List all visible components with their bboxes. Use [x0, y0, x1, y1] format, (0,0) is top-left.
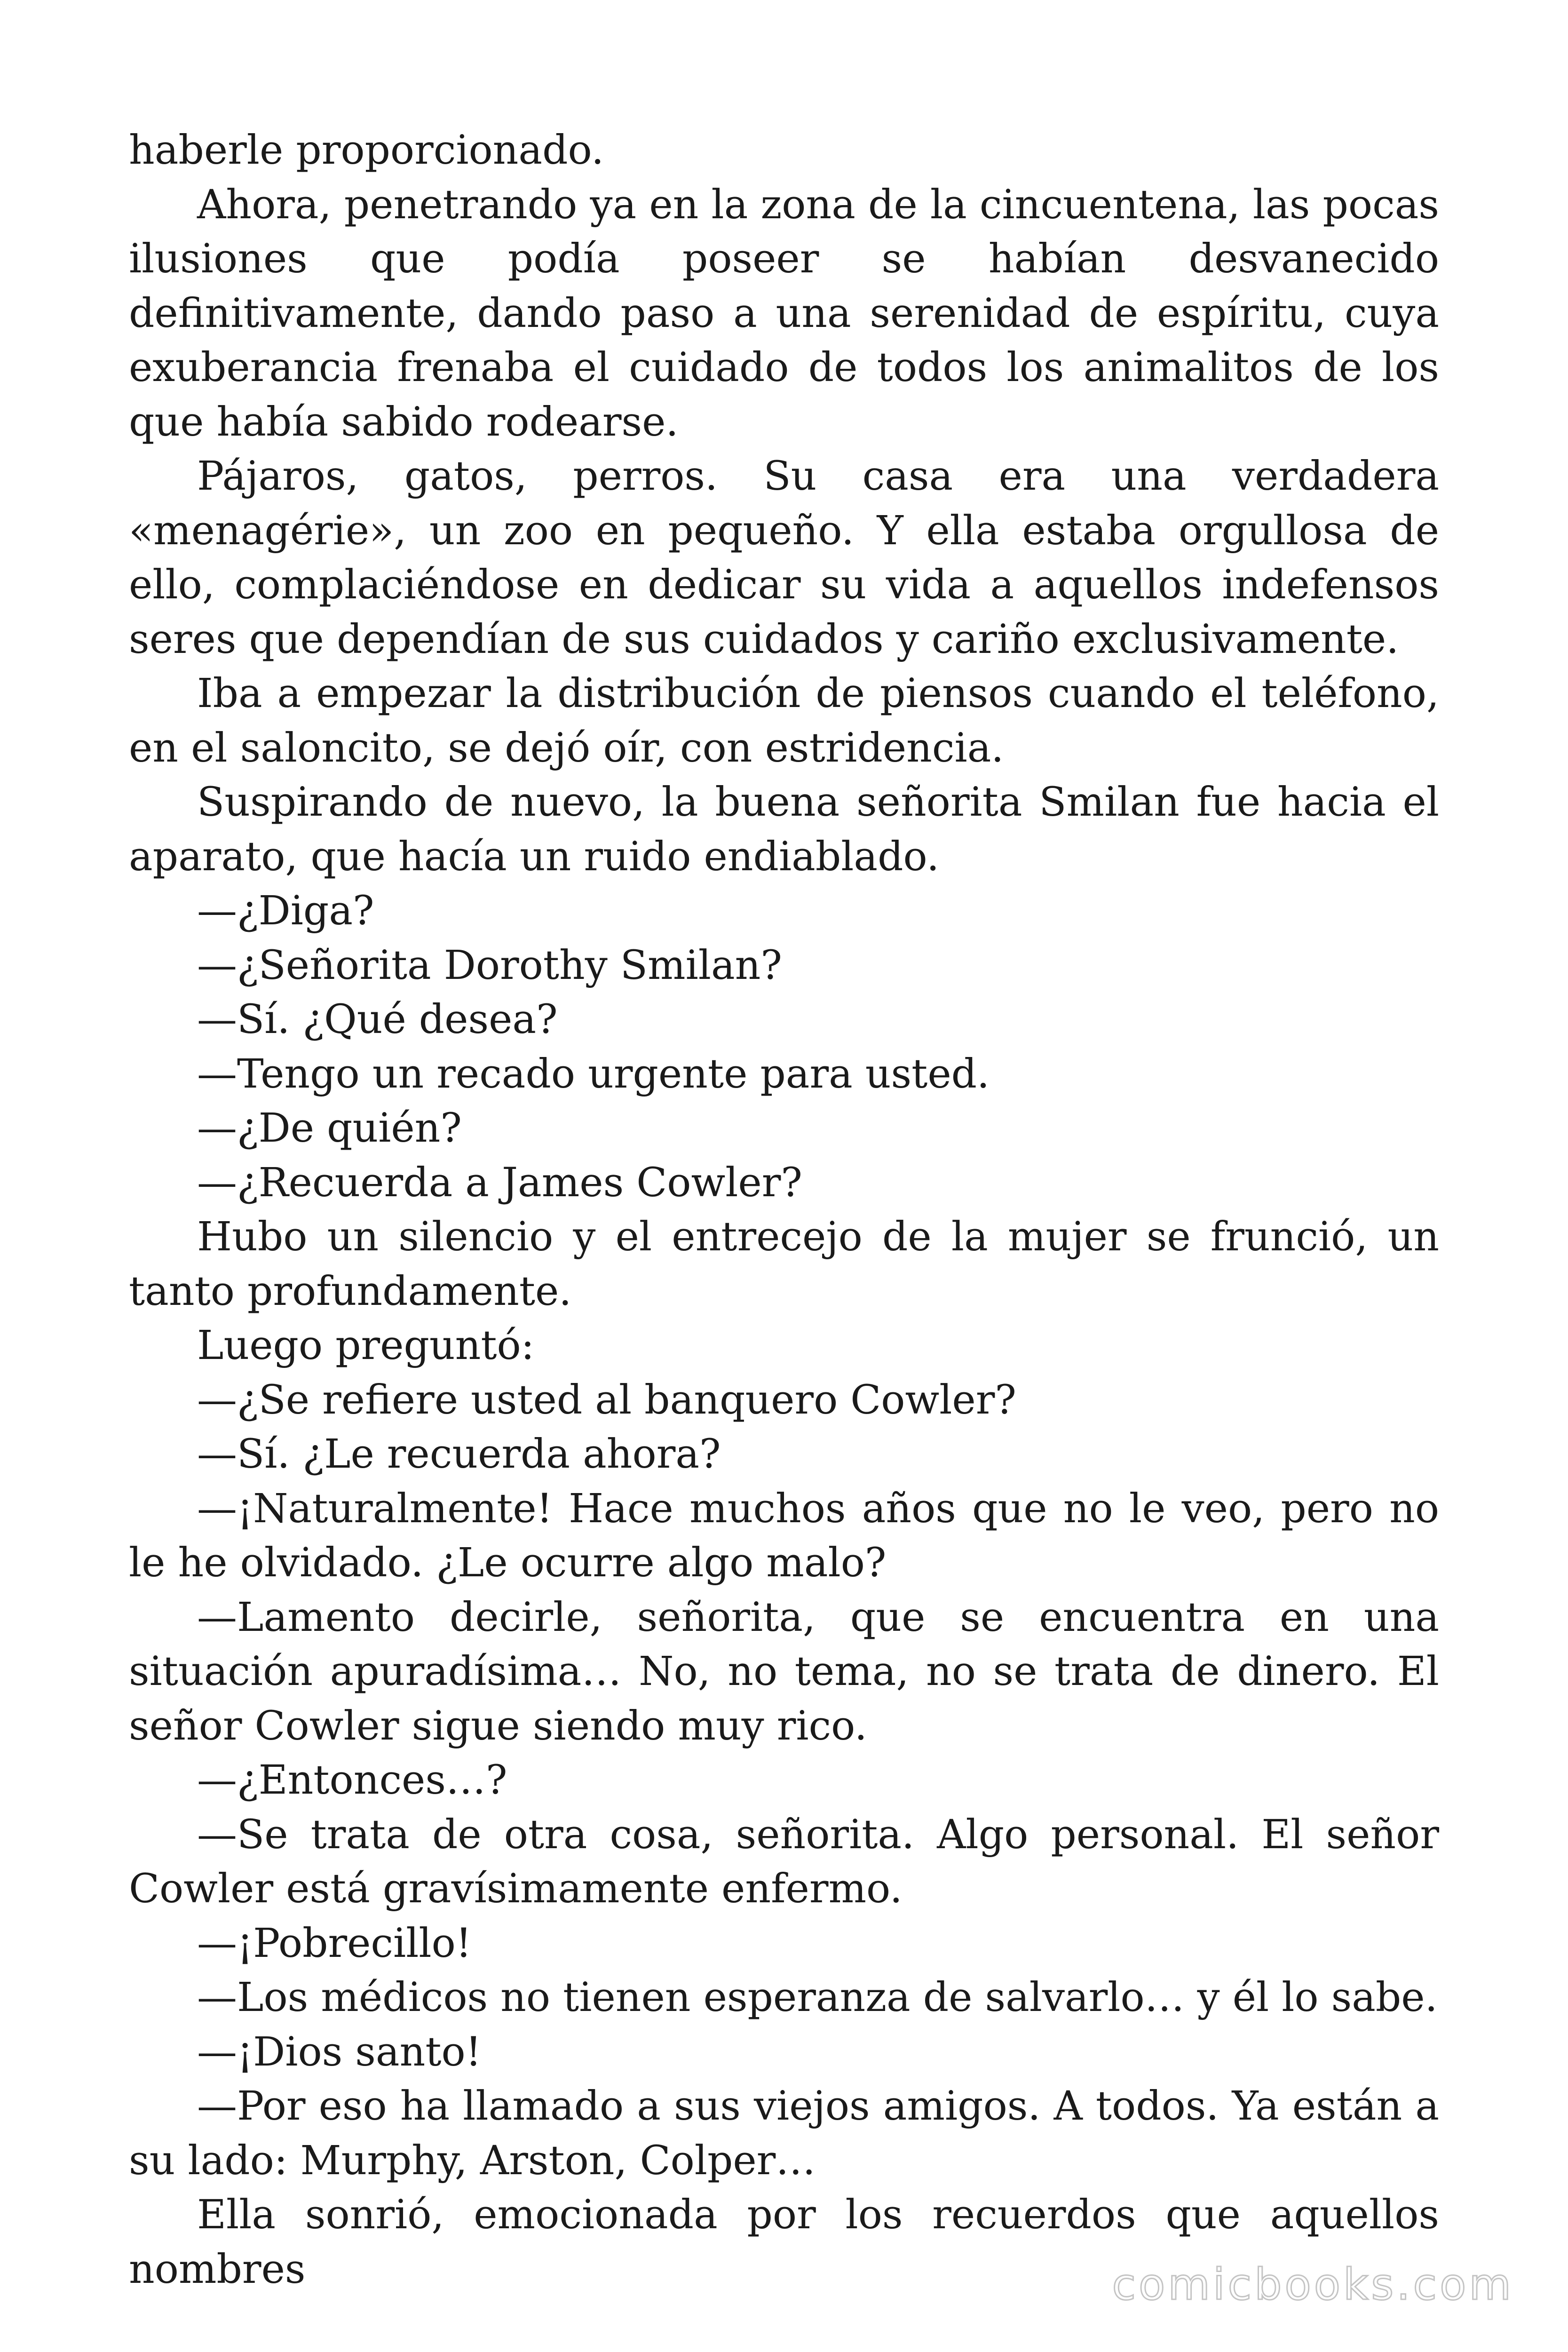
page-body — [129, 123, 1439, 2296]
paragraph: —¡Naturalmente! Hace muchos años que no le veo, pero no le he olvidado. ¿Le ocurre algo malo? — [129, 1485, 1439, 1586]
paragraph: —¿Entonces…? — [197, 1757, 507, 1804]
paragraph: —Se trata de otra cosa, señorita. Algo personal. El señor Cowler está gravísimamente enfermo. — [129, 1811, 1439, 1912]
paragraph: —¡Pobrecillo! — [197, 1920, 472, 1967]
paragraph: —Lamento decirle, señorita, que se encuentra en una situación apuradísima… No, no tema, no se trata de dinero. El señor Cowler sigue siendo muy rico. — [129, 1594, 1439, 1749]
paragraph: —¿Diga? — [197, 888, 374, 934]
paragraph: Hubo un silencio y el entrecejo de la mujer se frunció, un tanto profundamente. — [129, 1214, 1439, 1315]
paragraph: Suspirando de nuevo, la buena señorita Smilan fue hacia el aparato, que hacía un ruido endiablado. — [129, 779, 1439, 880]
paragraph: Pájaros, gatos, perros. Su casa era una verdadera «menagérie», un zoo en pequeño. Y ella estaba orgullosa de ello, complaciéndose en dedicar su vida a aquellos indefensos seres que dependían de sus cuidados y cariño exclusivamente. — [129, 453, 1439, 663]
paragraph: —¿De quién? — [197, 1105, 462, 1152]
paragraph: —Tengo un recado urgente para usted. — [197, 1050, 990, 1097]
watermark: comicbooks.com — [1112, 2259, 1514, 2310]
paragraph: Luego preguntó: — [197, 1322, 535, 1369]
paragraph: Ella sonrió, emocionada por los recuerdos que aquellos nombres — [129, 2192, 1439, 2293]
paragraph: —¿Se refiere usted al banquero Cowler? — [197, 1376, 1016, 1423]
paragraph: —Sí. ¿Qué desea? — [197, 996, 558, 1043]
paragraph: —¿Señorita Dorothy Smilan? — [197, 942, 782, 989]
paragraph: —¿Recuerda a James Cowler? — [197, 1159, 802, 1206]
paragraph: Iba a empezar la distribución de piensos cuando el teléfono, en el saloncito, se dejó oír, con estridencia. — [129, 670, 1439, 771]
paragraph: —Sí. ¿Le recuerda ahora? — [197, 1431, 721, 1478]
paragraph: haberle proporcionado. — [129, 127, 604, 174]
paragraph: Ahora, penetrando ya en la zona de la cincuentena, las pocas ilusiones que podía poseer se habían desvanecido definitivamente, dando paso a una serenidad de espíritu, cuya exuberancia frenaba el cuidado de todos los animalitos de los que había sabido rodearse. — [129, 181, 1439, 445]
paragraph: —¡Dios santo! — [197, 2028, 482, 2075]
paragraph: —Por eso ha llamado a sus viejos amigos. A todos. Ya están a su lado: Murphy, Arston, Colper… — [129, 2083, 1439, 2184]
paragraph: —Los médicos no tienen esperanza de salvarlo… y él lo sabe. — [197, 1974, 1438, 2021]
